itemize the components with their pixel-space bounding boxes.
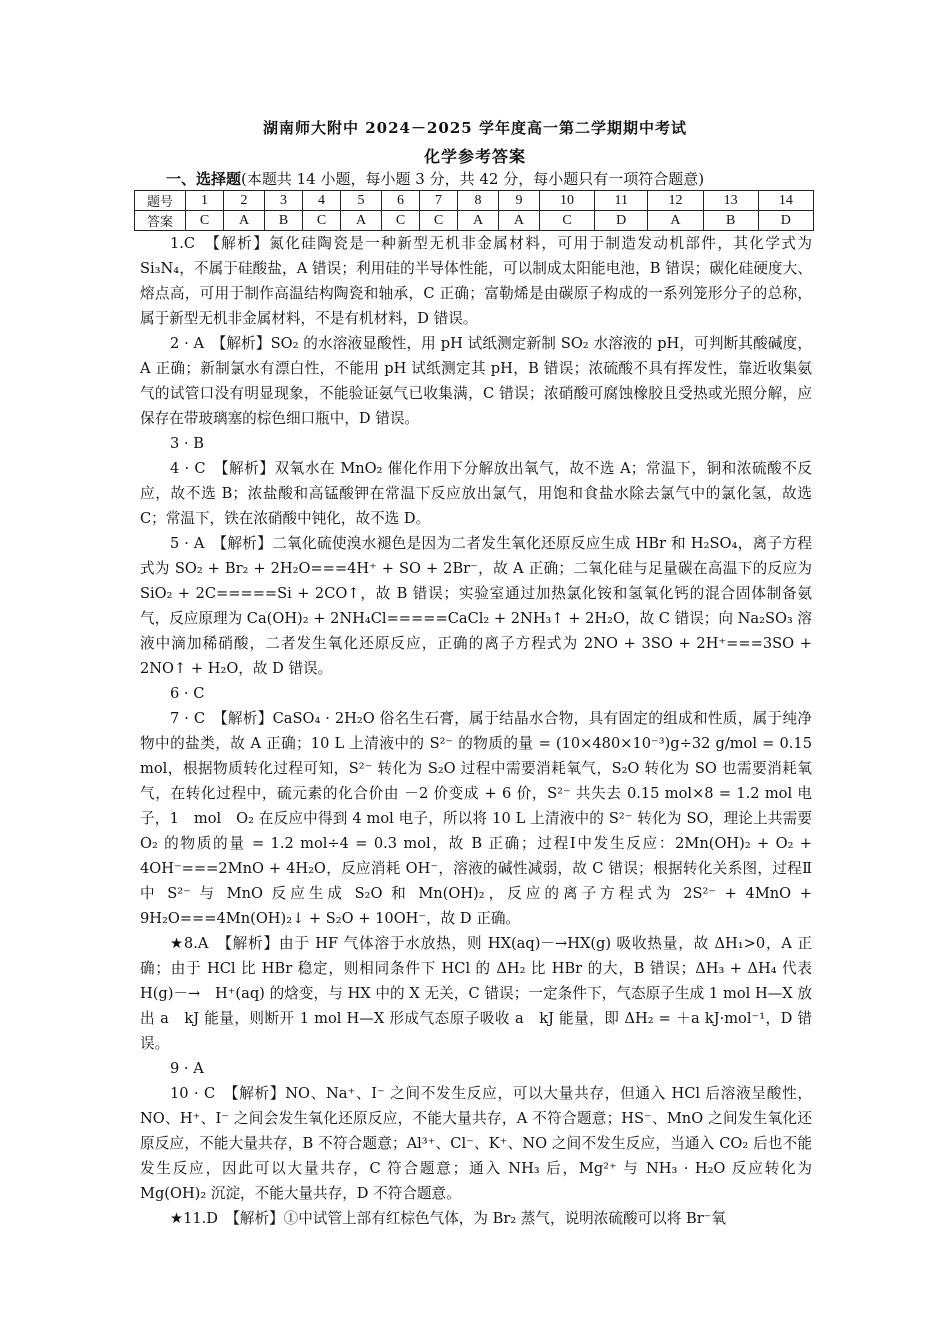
explanation-paragraph: ★8.A 【解析】由于 HF 气体溶于水放热，则 HX(aq)－→HX(g) 吸收热量，故 ΔH₁>0，A 正确；由于 HCl 比 HBr 稳定，则相同条件下 HCl 的 ΔH₂ 比 HBr 的大，B 错误；ΔH₃ + ΔH₄ 代表 H(g)－→ H⁺(aq) 的焓变，与 HX 中的 X 无关，C 错误；一定条件下，气态原子生成 1 mol H—X 放出 a kJ 能量，则断开 1 mol H—X 形成气态原子吸收 a kJ 能量，即 ΔH₂ = ＋a kJ·mol⁻¹，D 错误。 — [140, 935, 812, 1052]
explanation-paragraph: 3 · B — [170, 435, 204, 452]
question-number-cell: 14 — [758, 191, 813, 211]
section-heading — [166, 168, 704, 189]
exam-title: 湖南师大附中 2024－2025 学年度高一第二学期期中考试 — [263, 119, 687, 137]
question-number-row — [135, 191, 814, 211]
answer-cell: A — [341, 211, 382, 231]
question-number-cell: 9 — [499, 191, 540, 211]
explanation-paragraph: 1.C 【解析】氮化硅陶瓷是一种新型无机非金属材料，可用于制造发动机部件，其化学式为 Si₃N₄，不属于硅酸盐，A 错误；利用硅的半导体性能，可以制成太阳能电池，B 错误；碳化硅硬度大、熔点高，可用于制作高温结构陶瓷和轴承，C 正确；富勒烯是由碳原子构成的一系列笼形分子的总称，属于新型无机非金属材料，不是有机材料，D 错误。 — [140, 235, 812, 327]
question-number-cell: 3 — [264, 191, 302, 211]
question-number-cell: 10 — [539, 191, 594, 211]
question-number-cell: 11 — [595, 191, 648, 211]
explanations — [140, 231, 827, 1231]
explanation-paragraph: 4 · C 【解析】双氧水在 MnO₂ 催化作用下分解放出氧气，故不选 A；常温下，铜和浓硫酸不反应，故不选 B；浓盐酸和高锰酸钾在常温下反应放出氯气，用饱和食盐水除去氯气中的氯化氢，故选 C；常温下，铁在浓硝酸中钝化，故不选 D。 — [140, 460, 812, 527]
explanation-paragraph: 9 · A — [170, 1060, 204, 1077]
answer-subtitle: 化学参考答案 — [423, 147, 526, 166]
explanation-paragraph: ★11.D 【解析】①中试管上部有红棕色气体，为 Br₂ 蒸气，说明浓硫酸可以将 Br⁻氧 — [170, 1210, 726, 1227]
answer-cell: C — [381, 211, 419, 231]
answer-cell: C — [186, 211, 224, 231]
explanation-paragraph: 6 · C — [170, 685, 205, 702]
question-number-cell: 6 — [381, 191, 419, 211]
answer-cell: D — [758, 211, 813, 231]
answer-cell: A — [458, 211, 499, 231]
row-label: 题号 — [135, 191, 186, 211]
row-label: 答案 — [135, 211, 186, 231]
section-title: 一、选择题 — [166, 170, 242, 188]
question-number-cell: 2 — [224, 191, 265, 211]
answer-row — [135, 211, 814, 231]
explanation-paragraph: 10 · C 【解析】NO、Na⁺、I⁻ 之间不发生反应，可以大量共存，但通入 HCl 后溶液呈酸性，NO、H⁺、I⁻ 之间会发生氧化还原反应，不能大量共存，A 不符合题意；HS⁻、MnO 之间发生氧化还原反应，不能大量共存，B 不符合题意；Al³⁺、Cl⁻、K⁺、NO 之间不发生反应，当通入 CO₂ 后也不能发生反应，因此可以大量共存，C 符合题意；通入 NH₃ 后，Mg²⁺ 与 NH₃ · H₂O 反应转化为 Mg(OH)₂ 沉淀，不能大量共存，D 不符合题意。 — [140, 1085, 812, 1202]
question-number-cell: 13 — [703, 191, 758, 211]
question-number-cell: 8 — [458, 191, 499, 211]
answer-cell: C — [539, 211, 594, 231]
answer-cell: D — [595, 211, 648, 231]
explanation-paragraph: 2 · A 【解析】SO₂ 的水溶液显酸性，用 pH 试纸测定新制 SO₂ 水溶液的 pH，可判断其酸碱度，A 正确；新制氯水有漂白性，不能用 pH 试纸测定其 pH，B 错误；浓硫酸不具有挥发性，靠近收集氨气的试管口没有明显现象，不能验证氨气已收集满，C 错误；浓硝酸可腐蚀橡胶且受热或光照分解，应保存在带玻璃塞的棕色细口瓶中，D 错误。 — [140, 335, 812, 427]
question-number-cell: 5 — [341, 191, 382, 211]
answer-cell: A — [499, 211, 540, 231]
question-number-cell: 1 — [186, 191, 224, 211]
explanation-paragraph: 7 · C 【解析】CaSO₄ · 2H₂O 俗名生石膏，属于结晶水合物，具有固定的组成和性质，属于纯净物中的盐类，故 A 正确；10 L 上清液中的 S²⁻ 的物质的量 = (10×480×10⁻³)g÷32 g/mol = 0.15 mol，根据物质转化过程可知，S²⁻ 转化为 S₂O 过程中需要消耗氧气，S₂O 转化为 SO 也需要消耗氧气，在转化过程中，硫元素的化合价由 －2 价变成 + 6 价，S²⁻ 共失去 0.15 mol×8 = 1.2 mol 电子，1 mol O₂ 在反应中得到 4 mol 电子，所以将 10 L 上清液中的 S²⁻ 转化为 SO，理论上共需要 O₂ 的物质的量 = 1.2 mol÷4 = 0.3 mol，故 B 正确；过程Ⅰ中发生反应：2Mn(OH)₂ + O₂ + 4OH⁻===2MnO + 4H₂O，反应消耗 OH⁻，溶液的碱性减弱，故 C 错误；根据转化关系图，过程Ⅱ中 S²⁻ 与 MnO 反应生成 S₂O 和 Mn(OH)₂，反应的离子方程式为 2S²⁻ + 4MnO + 9H₂O===4Mn(OH)₂↓ + S₂O + 10OH⁻，故 D 正确。 — [140, 710, 812, 927]
answer-table — [134, 190, 814, 231]
answer-cell: C — [303, 211, 341, 231]
answer-cell: B — [703, 211, 758, 231]
question-number-cell: 12 — [648, 191, 703, 211]
answer-cell: C — [420, 211, 458, 231]
answer-cell: A — [224, 211, 265, 231]
question-number-cell: 7 — [420, 191, 458, 211]
answer-cell: B — [264, 211, 302, 231]
answer-cell: A — [648, 211, 703, 231]
explanation-paragraph: 5 · A 【解析】二氧化硫使溴水褪色是因为二者发生氧化还原反应生成 HBr 和 H₂SO₄，离子方程式为 SO₂ + Br₂ + 2H₂O===4H⁺ + SO + 2Br⁻，故 A 正确；二氧化硅与足量碳在高温下的反应为 SiO₂ + 2C=====Si + 2CO↑，故 B 错误；实验室通过加热氯化铵和氢氧化钙的混合固体制备氨气，反应原理为 Ca(OH)₂ + 2NH₄Cl=====CaCl₂ + 2NH₃↑ + 2H₂O，故 C 错误；向 Na₂SO₃ 溶液中滴加稀硝酸，二者发生氧化还原反应，正确的离子方程式为 2NO + 3SO + 2H⁺===3SO + 2NO↑ + H₂O，故 D 错误。 — [140, 535, 827, 677]
question-number-cell: 4 — [303, 191, 341, 211]
section-note: (本题共 14 小题，每小题 3 分，共 42 分，每小题只有一项符合题意) — [241, 170, 705, 188]
